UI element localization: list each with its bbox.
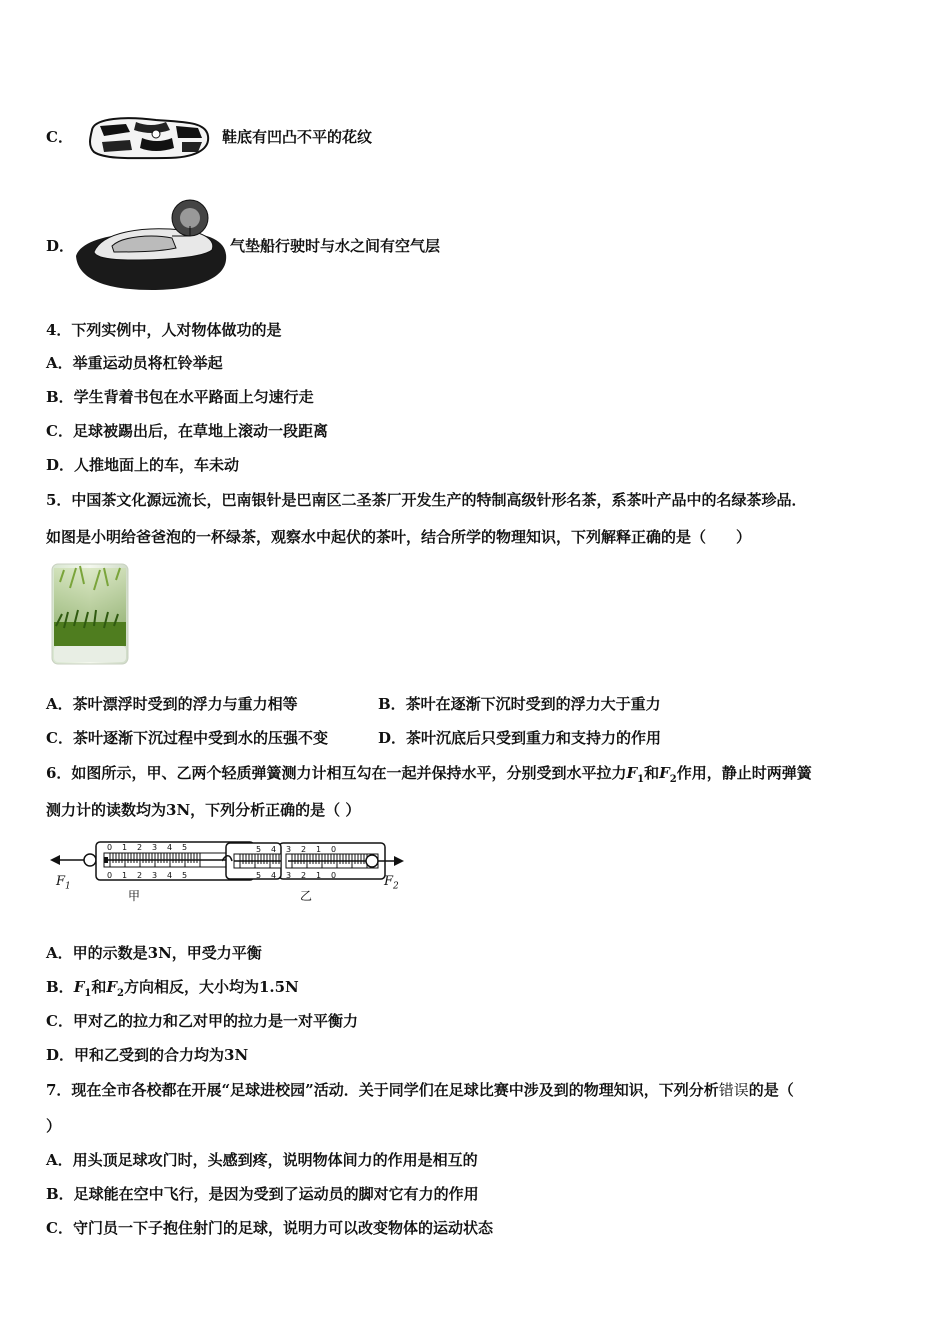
q7-stem-line2: ） (46, 1117, 62, 1135)
scale-right-tick: 1 (316, 871, 322, 880)
scale-right-tick: 5 (256, 871, 262, 880)
q4-option-c: C．足球被踢出后，在草地上滚动一段距离 (46, 422, 328, 440)
q7-emphasis: 错误 (718, 1081, 749, 1099)
scale-right-tick: 4 (271, 845, 277, 854)
q4-option-d: D．人推地面上的车，车未动 (46, 456, 240, 474)
fig-label-yi: 乙 (300, 889, 313, 903)
q3-option-d-label: D． (46, 237, 75, 255)
q6-option-d: D．甲和乙受到的合力均为3N (46, 1046, 249, 1064)
q5-option-a: A．茶叶漂浮时受到的浮力与重力相等 (46, 695, 298, 713)
scale-left-tick: 0 (107, 871, 113, 880)
scale-left-tick: 5 (182, 871, 188, 880)
scale-left-tick: 2 (137, 871, 143, 880)
q3-option-c-text: 鞋底有凹凸不平的花纹 (222, 128, 373, 146)
q6-stem-line1: 6．如图所示，甲、乙两个轻质弹簧测力计相互勾在一起并保持水平，分别受到水平拉力$F_1$和$F_2$作用，静止时两弹簧 (46, 764, 812, 785)
q6-stem-line2: 测力计的读数均为3N，下列分析正确的是（ ） (46, 801, 361, 819)
scale-left-tick: 0 (107, 843, 113, 852)
scale-left-tick: 1 (122, 871, 128, 880)
q7-option-c: C．守门员一下子抱住射门的足球，说明力可以改变物体的运动状态 (46, 1219, 493, 1237)
q7-stem-line1: 7．现在全市各校都在开展“足球进校园”活动．关于同学们在足球比赛中涉及到的物理知识，下列分析错误的是（ (46, 1081, 794, 1099)
q6-option-b: B．$F_1$和$F_2$方向相反，大小均为1.5N (46, 978, 299, 999)
q5-option-b: B．茶叶在逐渐下沉时受到的浮力大于重力 (378, 695, 661, 713)
q4-option-b: B．学生背着书包在水平路面上匀速行走 (46, 388, 314, 406)
q4-stem: 4．下列实例中，人对物体做功的是 (46, 321, 282, 339)
scale-left-tick: 1 (122, 843, 128, 852)
right-arrow (360, 850, 408, 874)
q3-option-d-text: 气垫船行驶时与水之间有空气层 (230, 237, 441, 255)
green-tea-glass-image (50, 562, 130, 668)
q5-stem-line2: 如图是小明给爸爸泡的一杯绿茶，观察水中起伏的茶叶，结合所学的物理知识，下列解释正确的是（ ） (46, 528, 752, 546)
scale-right-tick: 0 (331, 845, 337, 854)
scale-left-tick: 5 (182, 843, 188, 852)
scale-left-tick: 3 (152, 843, 158, 852)
fig-f1-label: $F_1$ (56, 874, 71, 892)
q7-option-b: B．足球能在空中飞行，是因为受到了运动员的脚对它有力的作用 (46, 1185, 479, 1203)
fig-label-jia: 甲 (128, 889, 141, 903)
q3-option-c-label: C． (46, 128, 73, 146)
q7-option-a: A．用头顶足球攻门时，头感到疼，说明物体间力的作用是相互的 (46, 1151, 478, 1169)
scale-right-tick: 0 (331, 871, 337, 880)
scale-right-tick: 2 (301, 845, 307, 854)
q5-stem-line1: 5．中国茶文化源远流长，巴南银针是巴南区二圣茶厂开发生产的特制高级针形名茶，系茶叶产品中的名绿茶珍品． (46, 491, 807, 509)
scale-right-tick: 1 (316, 845, 322, 854)
scale-left-tick: 4 (167, 843, 173, 852)
q5-option-d: D．茶叶沉底后只受到重力和支持力的作用 (378, 729, 662, 747)
q6-option-a: A．甲的示数是3N，甲受力平衡 (46, 944, 262, 962)
q4-option-a: A．举重运动员将杠铃举起 (46, 354, 223, 372)
scale-right-tick: 3 (286, 845, 292, 854)
shoe-sole-image (86, 112, 212, 162)
scale-left-tick: 3 (152, 871, 158, 880)
scale-right-tick: 3 (286, 871, 292, 880)
scale-left-tick: 2 (137, 843, 143, 852)
scale-right-tick: 4 (271, 871, 277, 880)
hovercraft-image (72, 196, 232, 296)
scale-right-tick: 2 (301, 871, 307, 880)
scale-right-tick: 5 (256, 845, 262, 854)
scale-left-tick: 4 (167, 871, 173, 880)
fig-f2-label: $F_2$ (384, 874, 399, 892)
q6-option-c: C．甲对乙的拉力和乙对甲的拉力是一对平衡力 (46, 1012, 358, 1030)
q5-option-c: C．茶叶逐渐下沉过程中受到水的压强不变 (46, 729, 328, 747)
